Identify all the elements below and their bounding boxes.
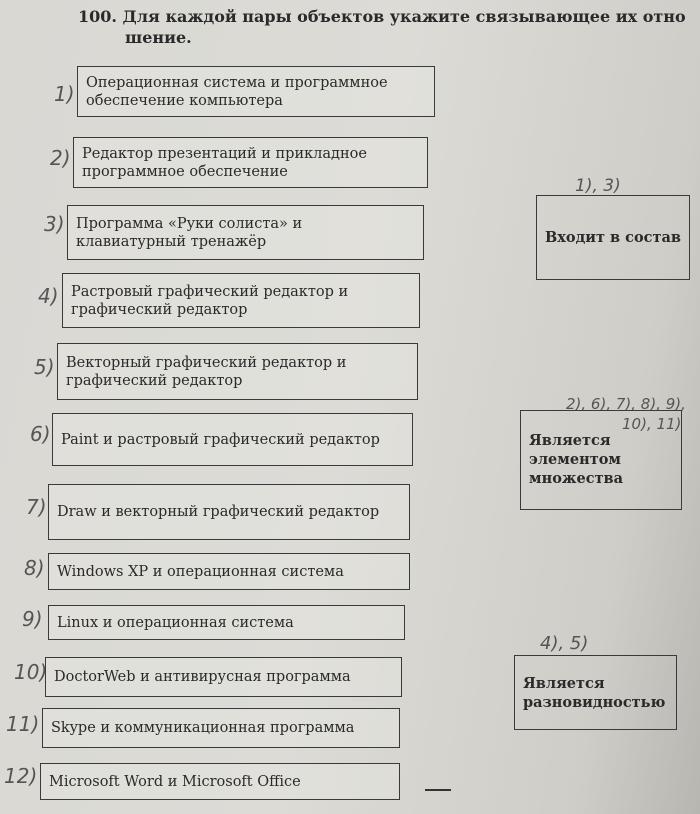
pair-text: Windows XP и операционная система	[57, 563, 344, 580]
pair-text: Векторный графический редактор и графический редактор	[66, 354, 347, 389]
pair-text: Редактор презентаций и прикладное программное обеспечение	[82, 145, 367, 180]
pair-box[interactable]	[48, 605, 405, 640]
pair-box[interactable]	[45, 657, 402, 697]
pair-box[interactable]	[67, 205, 424, 260]
pair-text: Операционная система и программное обеспечение компьютера	[86, 74, 388, 109]
relation-box-kind-of[interactable]	[514, 655, 677, 730]
pair-text: Программа «Руки солиста» и клавиатурный тренажёр	[76, 215, 303, 250]
task-number: 100.	[78, 7, 117, 26]
handwritten-answer: 1), 3)	[575, 176, 621, 196]
pair-text: Paint и растровый графический редактор	[61, 431, 380, 448]
task-text-line2: шение.	[125, 28, 192, 47]
handwritten-mark: 4)	[38, 284, 59, 308]
handwritten-mark: 5)	[34, 355, 55, 379]
pair-text: Linux и операционная система	[57, 614, 294, 631]
pair-text: Microsoft Word и Microsoft Office	[49, 773, 301, 790]
pair-box[interactable]	[57, 343, 418, 400]
handwritten-mark: 8)	[24, 556, 45, 580]
pair-box[interactable]	[40, 763, 400, 800]
handwritten-mark: 9)	[22, 607, 43, 631]
handwritten-answer: 10), 11)	[622, 415, 682, 433]
handwritten-mark: 6)	[30, 422, 51, 446]
task-text-line1: Для каждой пары объектов укажите связывающее их отно	[122, 7, 686, 26]
handwritten-mark: 1)	[54, 82, 75, 106]
handwritten-mark: 12)	[4, 764, 38, 788]
pair-box[interactable]	[73, 137, 428, 188]
pair-box[interactable]	[62, 273, 420, 328]
relation-box-part-of[interactable]	[536, 195, 690, 280]
pair-box[interactable]	[77, 66, 435, 117]
relation-label: Является разновидностью	[523, 675, 666, 711]
pair-text: Растровый графический редактор и графический редактор	[71, 283, 349, 318]
handwritten-mark: 7)	[26, 495, 47, 519]
handwritten-mark: 10)	[14, 660, 48, 684]
handwritten-mark: 11)	[6, 712, 40, 736]
pair-box[interactable]	[48, 553, 410, 590]
pair-text: Skype и коммуникационная программа	[51, 720, 355, 736]
task-heading	[78, 6, 686, 48]
pair-text: Draw и векторный графический редактор	[57, 504, 380, 520]
handwritten-answer: 4), 5)	[540, 633, 589, 654]
handwritten-answer: 2), 6), 7), 8), 9),	[566, 395, 686, 413]
relation-box-element-of-set[interactable]	[520, 410, 682, 510]
pair-box[interactable]	[48, 484, 410, 540]
pair-text: DoctorWeb и антивирусная программа	[54, 669, 351, 685]
relation-label: Входит в состав	[545, 229, 681, 246]
relation-label: Является элементом множества	[529, 432, 624, 487]
pair-box[interactable]	[52, 413, 413, 466]
handwritten-mark: 3)	[44, 212, 65, 236]
pair-box[interactable]	[42, 708, 400, 748]
answer-dash	[425, 789, 451, 791]
handwritten-mark: 2)	[50, 146, 71, 170]
